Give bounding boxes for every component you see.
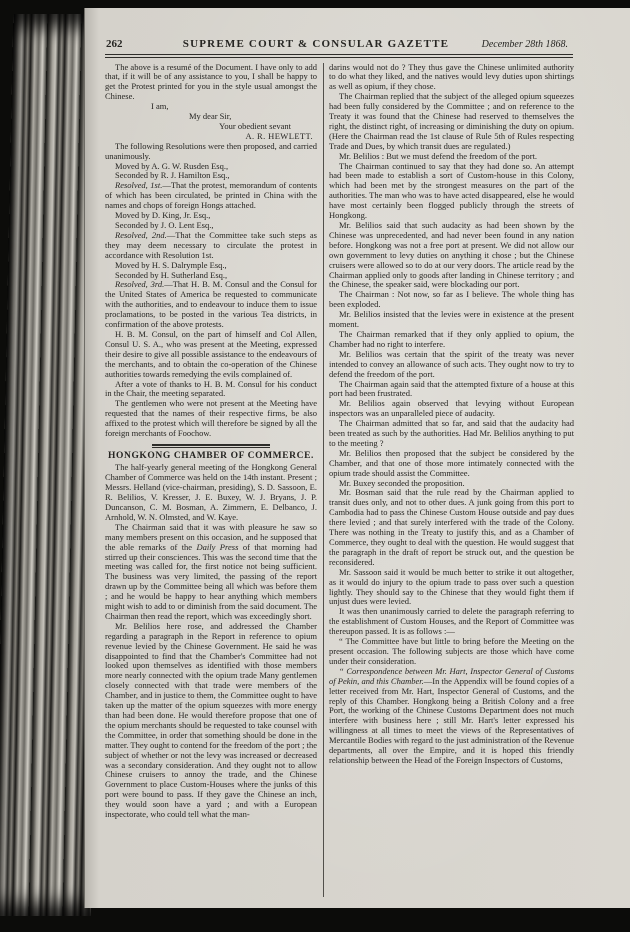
- paragraph-chairman-continued: The Chairman continued to say that they had done so. An attempt had been made to establish a sort of Custom-house in this Colony, which had been met by the strongest measures on the part of the authorities. The man who was to have acted disappeared, else he would have most certainly been flogged publicly through the streets of Hongkong.: [329, 160, 574, 221]
- paragraph-chairman-again: The Chairman again said that the attempted fixture of a house at this port had been frustrated.: [329, 378, 574, 399]
- paragraph-report-intro: “ The Committee have but little to bring before the Meeting on the present occasion. The following subjects are those which have come under their consideration.: [329, 636, 574, 666]
- line-seconded-2: Seconded by J. O. Lent Esq.,: [115, 220, 214, 230]
- header-rule: [105, 54, 573, 58]
- letter-closing-i-am: I am,: [151, 101, 169, 112]
- paragraph-chairman-not-now: The Chairman : Not now, so far as I believe. The whole thing has been exploded.: [329, 289, 574, 310]
- correspondence-rest: —In the Appendix will be found copies of a letter received from Mr. Hart, Inspector General of Customs, and the reply of this Chamber. Hongkong being a British Colony and a free Port, the working of the Chinese Customs Department does not much interfere with business here ; still Mr. Hart's letter expressed his willingness at all times to meet the views of the Representatives of Mercantile Bodies with regard to the just administration of the Revenue departments, all over the Empire, and it is hoped this friendly relationship between the Head of the Foreign Inspectors of Customs,: [329, 675, 574, 765]
- paragraph-resolved-2: [105, 231, 317, 261]
- letter-closing-dear-sir: My dear Sir,: [189, 111, 232, 122]
- resolved-1-rest: —That the protest, memorandum of contents of which has been circulated, be printed in China with the names and chops of foreign Hongs attached.: [105, 180, 317, 211]
- issue-date: December 28th 1868.: [481, 39, 568, 50]
- paragraph-correspondence: [329, 667, 574, 766]
- paragraph-resolutions-intro: The following Resolutions were then proposed, and carried unanimously.: [105, 140, 317, 161]
- gazette-page: [84, 8, 630, 908]
- section-divider: [152, 444, 270, 449]
- left-column: [105, 63, 317, 901]
- paragraph-meeting-present: The half-yearly general meeting of the Hongkong General Chamber of Commerce was held on the 14th instant. Present ; Messrs. Helland (vice-chairman, presiding), S. D. Sassoon, E. R. Belilios, V. Kresser, J. E. Buxey, W. J. Bryans, J. P. Duncanson, C. M. Bosman, A. Zimmern, E. Delbanco, J. Arnhold, W. N. Olmsted, and W. Kaye.: [105, 462, 317, 522]
- line-moved-1: Moved by A. G. W. Rusden Esq.,: [115, 160, 229, 171]
- paragraph-carried: It was then unanimously carried to delete the paragraph referring to the establishment of Custom Houses, and the Report of Committee was thereupon passed. It is as follows :—: [329, 606, 574, 637]
- paragraph-belilios-proposed: Mr. Belilios then proposed that the subject be considered by the Chamber, and that one of those more intimately connected with the opium trade should assist the Committee.: [329, 447, 574, 478]
- paragraph-chairman-replied: The Chairman replied that the subject of the alleged opium squeezes had been fully considered by the Committee ; and on reference to the Treaty it was found that the Chinese had reserved to themselves the right, the distinct right, of increasing or diminishing the duty on opium. (Here the Chairman read the 1st clause of Rule 5th of Rules respecting Trade and Dues, by which transit dues are regulated.): [329, 91, 574, 151]
- paragraph-belilios-observed: Mr. Belilios again observed that levying without European inspectors was an unparalleled piece of audacity.: [329, 398, 574, 419]
- paragraph-vote-of-thanks: After a vote of thanks to H. B. M. Consul for his conduct in the Chair, the meeting separated.: [105, 378, 317, 399]
- paragraph-chairman-pleasure: [105, 523, 317, 622]
- letter-signature: A. R. HEWLETT.: [245, 130, 313, 141]
- page-header: [106, 38, 568, 50]
- paragraph-chairman-remarked: The Chairman remarked that if they only applied to opium, the Chamber had no right to interfere.: [329, 328, 574, 349]
- line-seconded-1: Seconded by R. J. Hamilton Esq.,: [115, 170, 230, 181]
- line-moved-3: Moved by H. S. Dalrymple Esq.,: [115, 259, 227, 270]
- paragraph-bosman: Mr. Bosman said that the rule read by the Chairman applied to transit dues only, and not to other dues. A junk going from this port to Cambodia had to pass the Chinese Custom House outside and pay dues there levied ; and that surely interfered with the trade of the Colony. There was nothing in the Treaty to justify this, and as a Chamber of Commerce, they ought to deal with the question. He would suggest that the paragraph in the draft of report be struck out, and the question be reconsidered.: [329, 487, 574, 567]
- resolved-3-lead: Resolved, 3rd.: [115, 279, 165, 290]
- chairman-post: of that morning had stirred up their consciences. This was the second time that the meeting was called for, the first notice not being sufficient. The business was very limited, the passing of the report drawn up by the Committee being all which was before them ; and he would be happy to hear anything which members might wish to add to or diminish from the said document. The Chairman then read the report, which was exceedingly short.: [105, 541, 317, 621]
- right-column: [329, 63, 574, 901]
- resolved-2-rest: —That the Committee take such steps as they may deem necessary to circulate the protest in accordance with Resolution 1st.: [105, 229, 317, 260]
- column-divider: [323, 63, 324, 897]
- page-number: 262: [106, 38, 123, 50]
- resolved-2-lead: Resolved, 2nd.: [115, 229, 167, 240]
- paragraph-consul: H. B. M. Consul, on the part of himself and Col Allen, Consul U. S. A., who was present at the Meeting, expressed their desire to give all possible assistance to the endeavours of the merchants, and to obtain the co-operation of the Chinese authorities towards remedying the evils complained of.: [105, 328, 317, 379]
- paragraph-belilios-certain: Mr. Belilios was certain that the spirit of the treaty was never intended to convey an allowance of such acts. They ought now to try to defend the freedom of the port.: [329, 348, 574, 379]
- masthead-title: SUPREME COURT & CONSULAR GAZETTE: [182, 38, 450, 50]
- paragraph-chairman-admitted: The Chairman admitted that so far, and said that the audacity had been treated as such by the authorities. Had Mr. Belilios anything to put to the meeting ?: [329, 418, 574, 448]
- paragraph-belilios-audacity: Mr. Belilios said that such audacity as had been shown by the Chinese was unprecedented, and had never been found in any nation before. Hongkong was not a free port at present. We did not allow our own government to levy duties on anything it chose ; but the Chinese cruisers were allowed so to do at our very doors. The article read by the Chairman applied only to goods after landing in Chinese territory ; and the Chinese, the speaker said, were blockading our port.: [329, 220, 574, 290]
- paragraph-resolved-1: [105, 181, 317, 211]
- paragraph-belilios-defend: Mr. Belilios : But we must defend the freedom of the port.: [339, 150, 538, 161]
- line-moved-2: Moved by D. King, Jr. Esq.,: [115, 210, 211, 221]
- correspondence-lead: “ Correspondence between Mr. Hart, Inspector General of Customs of Pekin, and this Chamber.: [329, 665, 574, 686]
- paragraph-gentlemen-absent: The gentlemen who were not present at the Meeting have requested that the names of their respective firms, be also affixed to the protest which will therefore be signed by all the foreign merchants of Foochow.: [105, 398, 317, 439]
- text-columns: [105, 63, 575, 901]
- paragraph-darins: darins would not do ? They thus gave the Chinese unlimited authority to do what they liked, and the natives would levy duties upon shirtings as well as opium, if they chose.: [329, 62, 574, 92]
- section-heading: HONGKONG CHAMBER OF COMMERCE.: [108, 451, 314, 462]
- daily-press-title: Daily Press: [196, 541, 239, 552]
- resolved-3-rest: —That H. B. M. Consul and the Consul for the United States of America be requested to communicate with the authorities, and to endeavour to induce them to issue proclamations, to be posted in the various Tea districts, in confirmation of the above protests.: [105, 279, 317, 330]
- paragraph-belilios-insisted: Mr. Belilios insisted that the levies were in existence at the present moment.: [329, 309, 574, 330]
- paragraph-buxey-seconded: Mr. Buxey seconded the proposition.: [339, 477, 465, 488]
- resolved-1-lead: Resolved, 1st.: [115, 180, 163, 191]
- paragraph-sassoon: Mr. Sassoon said it would be much better to strike it out altogether, as it would do injury to the opium trade to pass over such a question lightly. They should say to the Chinese that they would fight them if unjust dues were levied.: [329, 566, 574, 607]
- paragraph-resolved-3: [105, 280, 317, 330]
- letter-closing-obedient: Your obedient sevant: [219, 120, 291, 131]
- chairman-pre: The Chairman said that it was with pleasure he saw so many members present on this occasion, and he supposed that the able remarks of the: [105, 521, 317, 552]
- paragraph-intro: The above is a resumé of the Document. I have only to add that, if it will be of any assistance to you, I shall be happy to get the Protest printed for you in the style usual amongst the Chinese.: [105, 62, 317, 102]
- line-seconded-3: Seconded by H. Sutherland Esq.,: [115, 269, 228, 280]
- paragraph-belilios-rose: Mr. Belilios here rose, and addressed the Chamber regarding a paragraph in the Report in reference to opium revenue levied by the Chinese Government. He said he was disappointed to find that the Chamber's Committee had not looked upon themselves as identified with those members more nearly connected with the opium trade Many gentlemen closely connected with that trade were members of the Chamber, and in justice to them, the Committee ought to have taken up the matter of the opium squeezes with more energy than had been done. He would therefore propose that one of the opium merchants should be requested to take counsel with the Committee, in order that something should be done in the matter. They ought to contend for the freedom of the port ; the subject of whether or not the levy was increased or decreased was a secondary consideration. And they ought not to allow Chinese cruisers to annoy the trade, and the Chinese Government to place Custom-Houses where the junks of this port were bound to pass. If they gave the Chinese an inch, they would soon have a yard ; and with a European inspectorate, who could tell what the man-: [105, 620, 317, 820]
